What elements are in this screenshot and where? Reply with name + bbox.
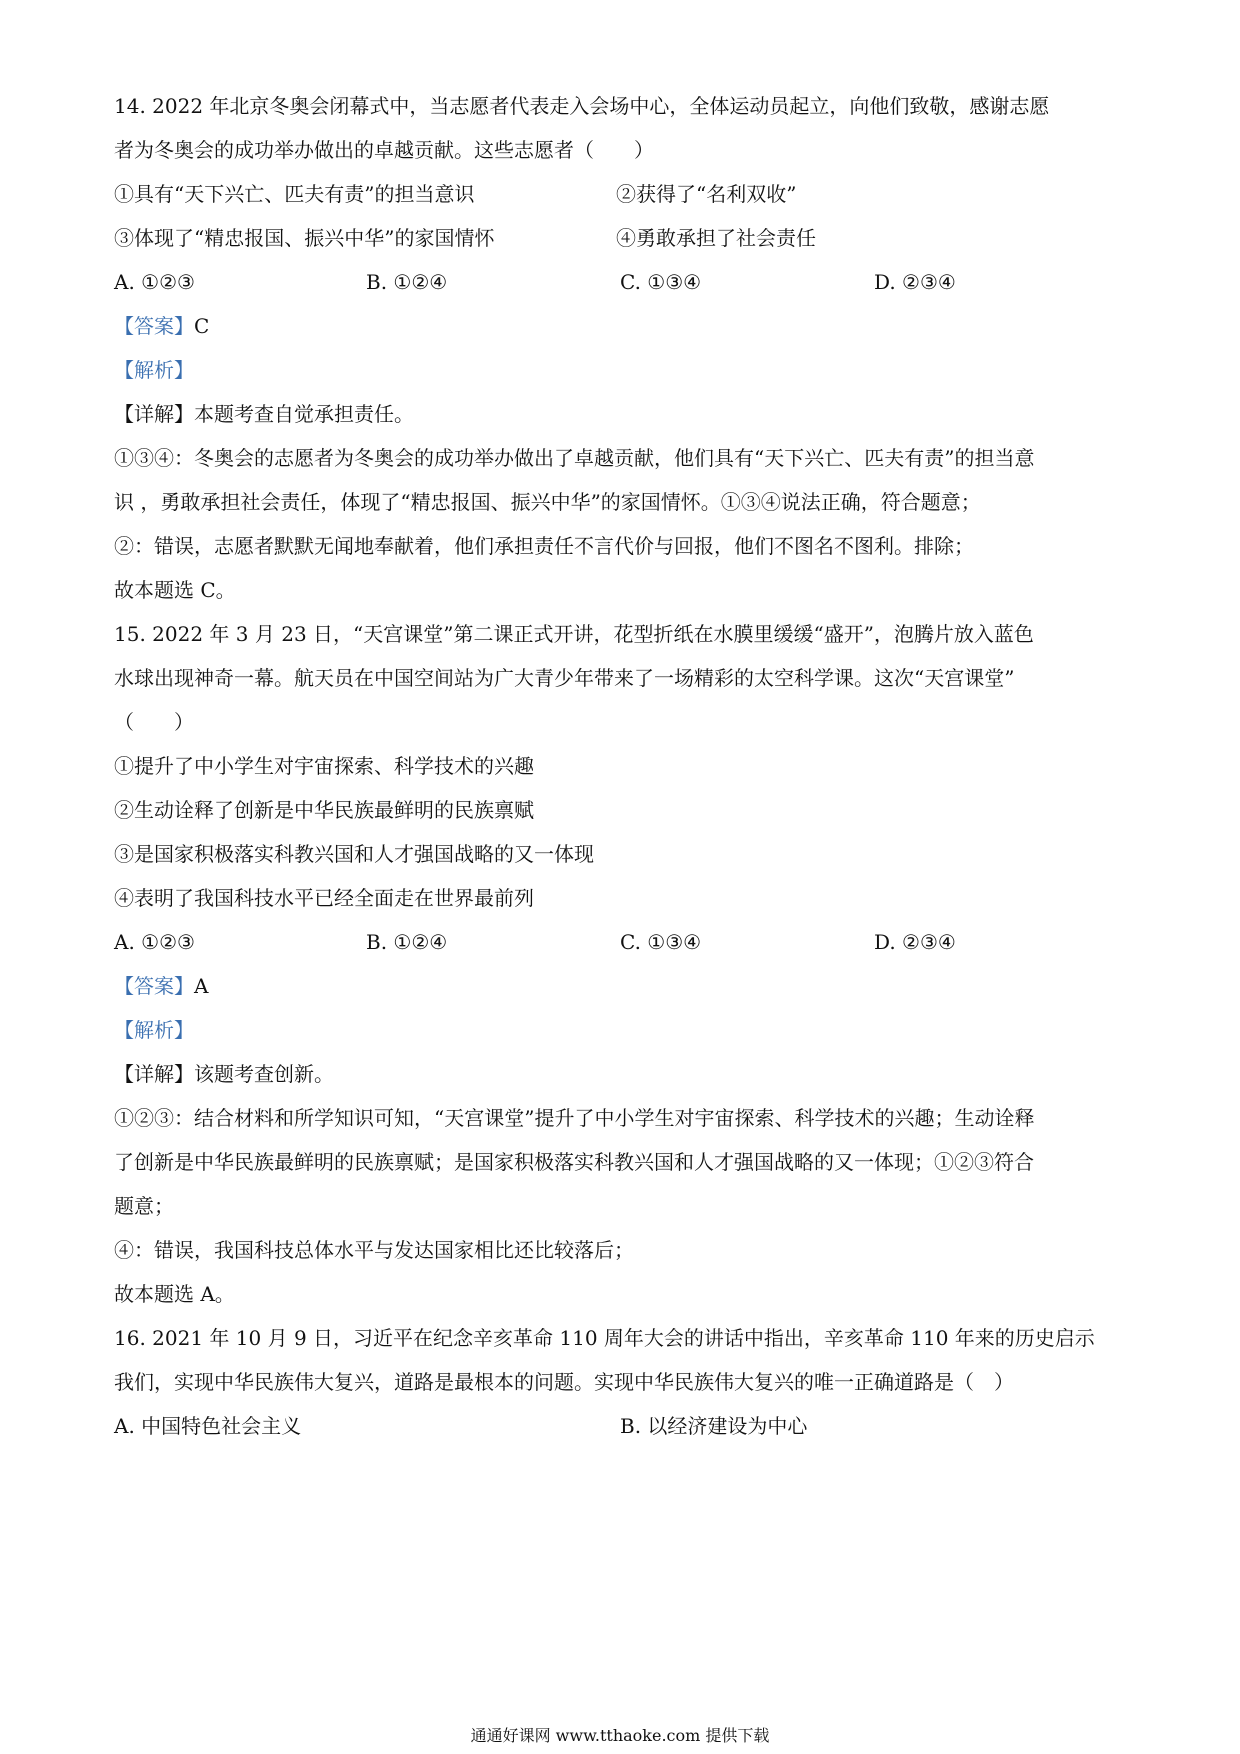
q14-answer-value: C xyxy=(194,314,210,338)
q15-answer-tag: 【答案】 xyxy=(114,974,194,998)
q15-statement-3: ③是国家积极落实科教兴国和人才强国战略的又一体现 xyxy=(114,842,594,866)
q15-analysis-line-2: 了创新是中华民族最鲜明的民族禀赋；是国家积极落实科教兴国和人才强国战略的又一体现；①②③符合 xyxy=(114,1150,1034,1174)
q15-stem-line-1: 15. 2022 年 3 月 23 日，“天宫课堂”第二课正式开讲，花型折纸在水膜里缓缓“盛开”，泡腾片放入蓝色 xyxy=(114,622,1034,646)
q15-stem-line-2: 水球出现神奇一幕。航天员在中国空间站为广大青少年带来了一场精彩的太空科学课。这次“天宫课堂” xyxy=(114,666,1015,690)
page-footer: 通通好课网 www.tthaoke.com 提供下载 xyxy=(470,1726,770,1745)
q14-stem-line-1: 14. 2022 年北京冬奥会闭幕式中，当志愿者代表走入会场中心，全体运动员起立，向他们致敬，感谢志愿 xyxy=(114,94,1050,118)
q15-analysis-line-3: 题意； xyxy=(114,1194,174,1218)
q14-stem-line-2: 者为冬奥会的成功举办做出的卓越贡献。这些志愿者（ ） xyxy=(114,138,654,162)
q14-analysis-line-3: ②：错误，志愿者默默无闻地奉献着，他们承担责任不言代价与回报，他们不图名不图利。排除； xyxy=(114,534,974,558)
q14-option-c: C. ①③④ xyxy=(620,270,702,294)
q15-answer xyxy=(114,972,208,1000)
q15-statement-2: ②生动诠释了创新是中华民族最鲜明的民族禀赋 xyxy=(114,798,534,822)
q14-statement-3: ③体现了“精忠报国、振兴中华”的家国情怀 xyxy=(114,226,495,250)
q14-conclusion: 故本题选 C。 xyxy=(114,578,236,602)
q14-analysis-tag: 【解析】 xyxy=(114,358,194,382)
q15-answer-value: A xyxy=(194,974,209,998)
q15-option-d: D. ②③④ xyxy=(874,930,956,954)
q14-option-a: A. ①②③ xyxy=(114,270,195,294)
q14-statement-1: ①具有“天下兴亡、匹夫有责”的担当意识 xyxy=(114,182,475,206)
q15-conclusion: 故本题选 A。 xyxy=(114,1282,235,1306)
q15-option-c: C. ①③④ xyxy=(620,930,702,954)
q14-detail: 【详解】本题考查自觉承担责任。 xyxy=(114,402,414,426)
q15-analysis-line-4: ④：错误，我国科技总体水平与发达国家相比还比较落后； xyxy=(114,1238,634,1262)
q14-analysis-line-1: ①③④：冬奥会的志愿者为冬奥会的成功举办做出了卓越贡献，他们具有“天下兴亡、匹夫有责”的担当意 xyxy=(114,446,1035,470)
q16-option-b: B. 以经济建设为中心 xyxy=(620,1414,808,1438)
q14-answer xyxy=(114,312,209,340)
q15-analysis-tag: 【解析】 xyxy=(114,1018,194,1042)
q14-statement-4: ④勇敢承担了社会责任 xyxy=(616,226,816,250)
q14-statement-2: ②获得了“名利双收” xyxy=(616,182,797,206)
q15-statement-1: ①提升了中小学生对宇宙探索、科学技术的兴趣 xyxy=(114,754,534,778)
q15-stem-line-3: （ ） xyxy=(114,710,194,734)
q15-statement-4: ④表明了我国科技水平已经全面走在世界最前列 xyxy=(114,886,534,910)
q15-option-b: B. ①②④ xyxy=(366,930,448,954)
q14-option-b: B. ①②④ xyxy=(366,270,448,294)
q14-analysis-line-2: 识 ，勇敢承担社会责任，体现了“精忠报国、振兴中华”的家国情怀。①③④说法正确，符合题意； xyxy=(114,490,981,514)
q16-stem-line-1: 16. 2021 年 10 月 9 日，习近平在纪念辛亥革命 110 周年大会的讲话中指出，辛亥革命 110 年来的历史启示 xyxy=(114,1326,1095,1350)
q14-option-d: D. ②③④ xyxy=(874,270,956,294)
q15-option-a: A. ①②③ xyxy=(114,930,195,954)
q15-detail: 【详解】该题考查创新。 xyxy=(114,1062,334,1086)
q15-analysis-line-1: ①②③：结合材料和所学知识可知，“天宫课堂”提升了中小学生对宇宙探索、科学技术的兴趣；生动诠释 xyxy=(114,1106,1035,1130)
q16-stem-line-2: 我们，实现中华民族伟大复兴，道路是最根本的问题。实现中华民族伟大复兴的唯一正确道路是（ ） xyxy=(114,1370,1014,1394)
q16-option-a: A. 中国特色社会主义 xyxy=(114,1414,302,1438)
q14-answer-tag: 【答案】 xyxy=(114,314,194,338)
